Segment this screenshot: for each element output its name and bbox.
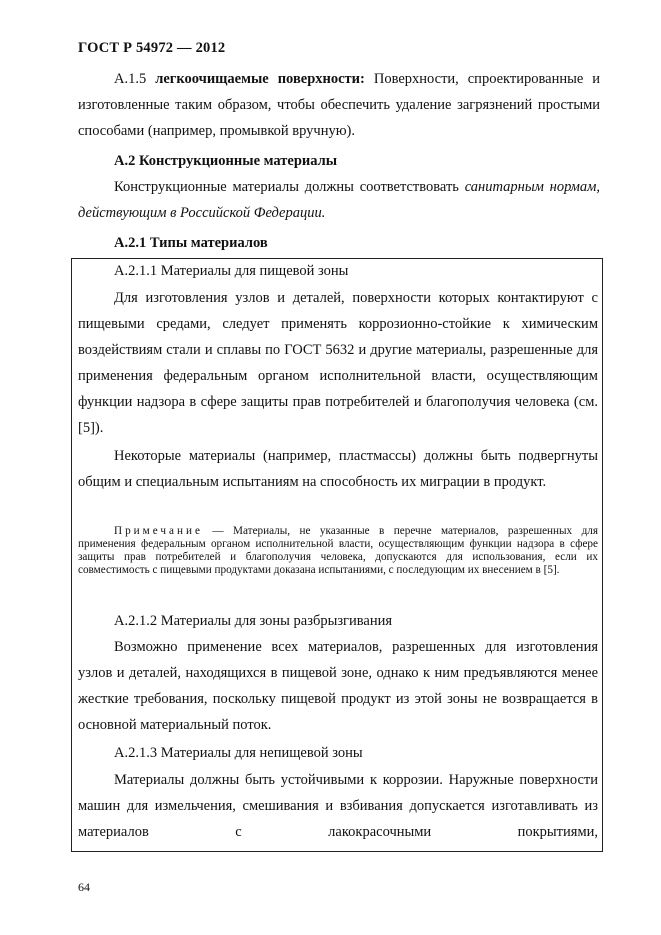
a2-italic-text: санитарным нормам, действующим в Российской Федерации. [78,179,601,221]
heading-a213: А.2.1.3 Материалы для непищевой зоны [114,745,363,761]
page-number: 64 [78,880,90,894]
note-label: Примечание [114,525,203,537]
a15-text: Поверхности, спроектированные и изготовленные таким образом, чтобы обеспечить удаление загрязнений простыми способами (например, промывкой вручную). [78,71,601,139]
paragraph-a15 [78,66,600,144]
note-block [78,525,598,577]
heading-a212: А.2.1.2 Материалы для зоны разбрызгивания [114,613,393,629]
a15-number: А.1.5 [114,71,147,87]
heading-a21: А.2.1 Типы материалов [114,235,268,251]
paragraph-a211-2: Некоторые материалы (например, пластмассы) должны быть подвергнуты общим и специальным испытаниям на способность их миграции в продукт. [78,448,598,490]
heading-a211: А.2.1.1 Материалы для пищевой зоны [114,263,349,279]
paragraph-a2 [78,174,600,226]
paragraph-a213: Материалы должны быть устойчивыми к коррозии. Наружные поверхности машин для измельчения, смешивания и взбивания допускается изготавливать из материалов с лакокрасочными покрытиями, [78,772,598,840]
paragraph-a211-1: Для изготовления узлов и деталей, поверхности которых контактируют с пищевыми средами, следует применять коррозионно-стойкие к химическим воздействиям стали и сплавы по ГОСТ 5632 и другие материалы, разрешенные для применения федеральным органом исполнительной власти, осуществляющим функции надзора в сфере защиты прав потребителей и благополучия человека (см. [5]). [78,290,598,436]
heading-a2: А.2 Конструкционные материалы [114,153,338,169]
a15-term: легкоочищаемые поверхности: [155,71,365,87]
a2-text: Конструкционные материалы должны соответствовать [114,179,459,195]
paragraph-a212: Возможно применение всех материалов, разрешенных для изготовления узлов и деталей, находящихся в пищевой зоне, однако к ним предъявляются менее жесткие требования, поскольку пищевой продукт из этой зоны не возвращается в основной материальный поток. [78,639,598,733]
note-text: — Материалы, не указанные в перечне материалов, разрешенных для применения федеральным органом исполнительной власти, осуществляющим функции надзора в сфере защиты прав потребителей и благополучия человека, допускаются для использования, если их совместимость с пищевыми продуктами доказана испытаниями, с последующим их внесением в [5]. [78,525,598,576]
standard-header: ГОСТ Р 54972 — 2012 [78,40,226,56]
